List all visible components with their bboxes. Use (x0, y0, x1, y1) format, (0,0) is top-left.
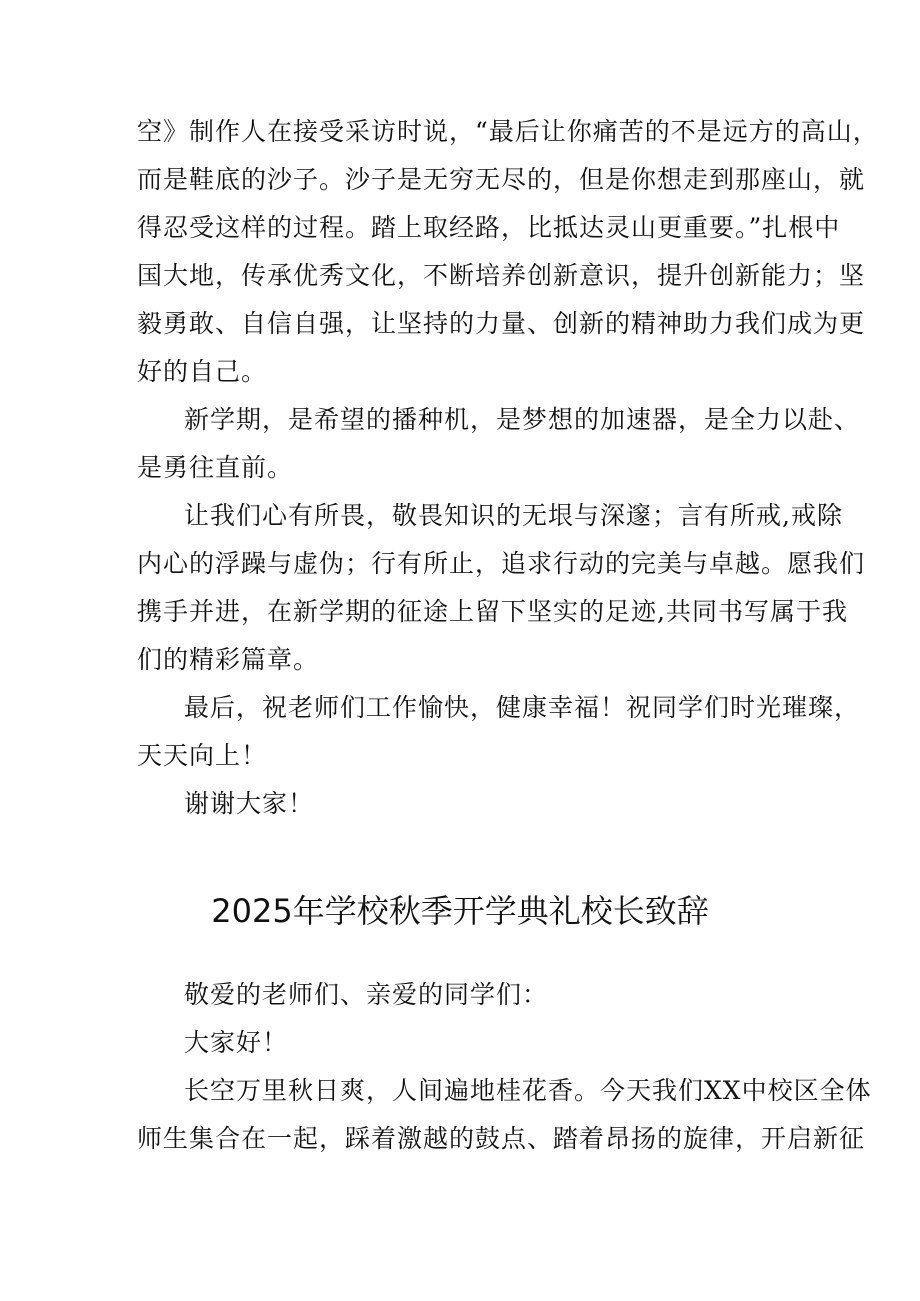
paragraph-line: 毅勇敢、自信自强，让坚持的力量、创新的精神助力我们成为更 (137, 309, 866, 338)
greeting-hello: 大家好！ (184, 1028, 289, 1057)
paragraph-line: 长空万里秋日爽，人间遍地桂花香。今天我们XX中校区全体 (184, 1076, 872, 1105)
paragraph-line: 天天向上！ (137, 741, 268, 770)
paragraph-line: 国大地，传承优秀文化，不断培养创新意识，提升创新能力；坚 (137, 261, 866, 290)
paragraph-line: 而是鞋底的沙子。沙子是无穷无尽的，但是你想走到那座山，就 (137, 165, 866, 194)
paragraph-line: 让我们心有所畏，敬畏知识的无垠与深邃；言有所戒,戒除 (184, 501, 843, 530)
paragraph-line: 携手并进，在新学期的征途上留下坚实的足迹,共同书写属于我 (137, 597, 848, 626)
paragraph-line: 内心的浮躁与虚伪；行有所止，追求行动的完美与卓越。愿我们 (137, 549, 866, 578)
paragraph-line: 空》制作人在接受采访时说，“最后让你痛苦的不是远方的高山， (137, 117, 879, 146)
salutation: 敬爱的老师们、亲爱的同学们： (184, 980, 549, 1009)
paragraph-line: 师生集合在一起，踩着激越的鼓点、踏着昂扬的旋律，开启新征 (137, 1124, 866, 1153)
paragraph-line: 最后，祝老师们工作愉快，健康幸福！祝同学们时光璀璨， (184, 693, 861, 722)
speech-title: 2025年学校秋季开学典礼校长致辞 (211, 892, 709, 930)
paragraph-line: 好的自己。 (137, 357, 268, 386)
paragraph-line: 新学期，是希望的播种机，是梦想的加速器，是全力以赴、 (184, 405, 861, 434)
closing-thanks: 谢谢大家！ (184, 789, 315, 818)
paragraph-line: 得忍受这样的过程。踏上取经路，比抵达灵山更重要。”扎根中 (137, 213, 841, 242)
paragraph-line: 们的精彩篇章。 (137, 645, 320, 674)
paragraph-line: 是勇往直前。 (137, 453, 294, 482)
